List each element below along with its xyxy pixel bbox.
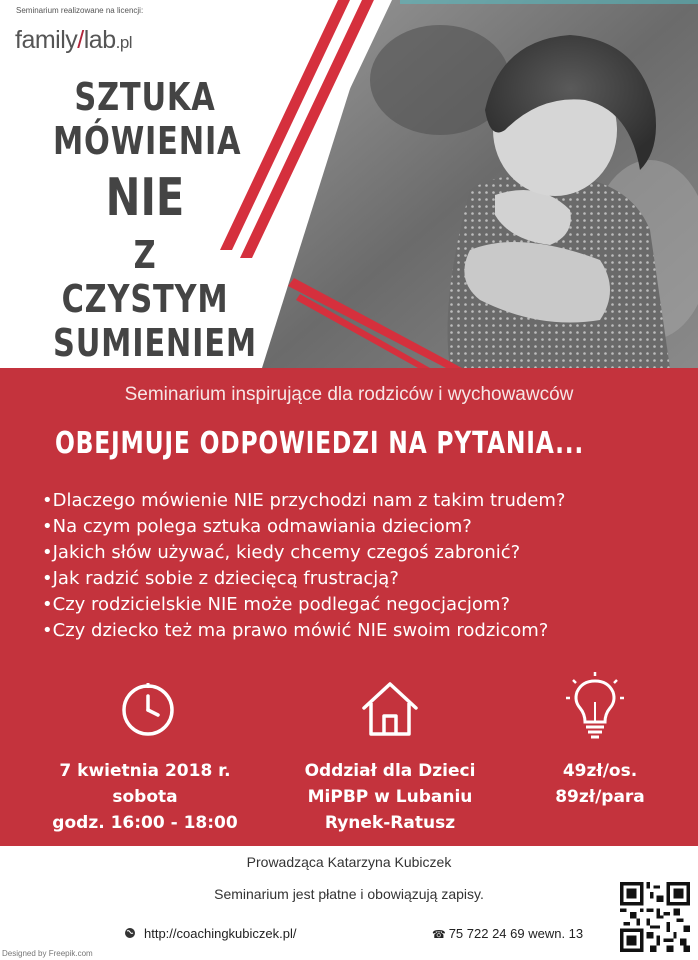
price-line-1: 49zł/os. — [562, 761, 638, 781]
title-line-1: SZTUKA — [74, 75, 216, 119]
place-line-1: Oddział dla Dzieci — [304, 761, 476, 781]
place-info — [270, 758, 510, 836]
logo-domain: .pl — [115, 33, 133, 52]
host-name: Prowadząca Katarzyna Kubiczek — [246, 854, 452, 870]
question-item: • Dlaczego mówienie NIE przychodzi nam z takim trudem? — [42, 488, 565, 514]
house-icon — [358, 676, 422, 740]
clock-icon — [118, 680, 178, 740]
content-section — [0, 368, 698, 846]
footer-section — [0, 846, 698, 960]
phone-icon: ☎ — [432, 929, 446, 941]
lightbulb-icon — [565, 672, 625, 742]
familylab-logo — [15, 26, 132, 55]
price-line-2: 89zł/para — [555, 787, 645, 807]
title-line-2: MÓWIENIA — [53, 119, 242, 163]
question-item: • Czy rodzicielskie NIE może podlegać negocjacjom? — [42, 592, 565, 618]
design-credit: Designed by Freepik.com — [2, 949, 93, 958]
questions-list — [42, 488, 565, 644]
phone-number[interactable] — [432, 926, 583, 941]
phone-text[interactable]: 75 722 24 69 wewn. 13 — [448, 926, 584, 941]
logo-word: family — [15, 26, 78, 54]
question-item: • Czy dziecko też ma prawo mówić NIE swoim rodzicom? — [42, 618, 565, 644]
website-link[interactable] — [124, 926, 296, 941]
title-line-4: Z CZYSTYM — [61, 233, 229, 321]
date-line-2: sobota — [112, 787, 178, 807]
registration-note: Seminarium jest płatne i obowiązują zapisy. — [214, 886, 484, 902]
title-line-3: NIE — [105, 168, 185, 228]
logo-word2: lab — [83, 26, 116, 54]
qr-code[interactable] — [620, 882, 690, 952]
website-url[interactable]: http://coachingkubiczek.pl/ — [144, 926, 297, 941]
globe-icon — [124, 927, 136, 939]
title-line-5: SUMIENIEM — [53, 321, 257, 365]
license-note: Seminarium realizowane na licencji: — [16, 6, 144, 15]
date-line-3: godz. 16:00 - 18:00 — [52, 813, 238, 833]
subtitle: Seminarium inspirujące dla rodziców i wychowawców — [124, 384, 574, 405]
date-info — [30, 758, 260, 836]
place-line-2: MiPBP w Lubaniu — [307, 787, 473, 807]
headline: OBEJMUJE ODPOWIEDZI NA PYTANIA... — [55, 426, 585, 461]
question-item: • Jak radzić sobie z dziecięcą frustracją? — [42, 566, 565, 592]
date-line-1: 7 kwietnia 2018 r. — [59, 761, 231, 781]
logo-slash: / — [77, 26, 84, 54]
question-item: • Na czym polega sztuka odmawiania dzieciom? — [42, 514, 565, 540]
place-line-3: Rynek-Ratusz — [324, 813, 456, 833]
question-item: • Jakich słów używać, kiedy chcemy czegoś zabronić? — [42, 540, 565, 566]
price-info — [520, 758, 680, 810]
seminar-title — [53, 75, 257, 365]
header-section — [0, 0, 698, 368]
